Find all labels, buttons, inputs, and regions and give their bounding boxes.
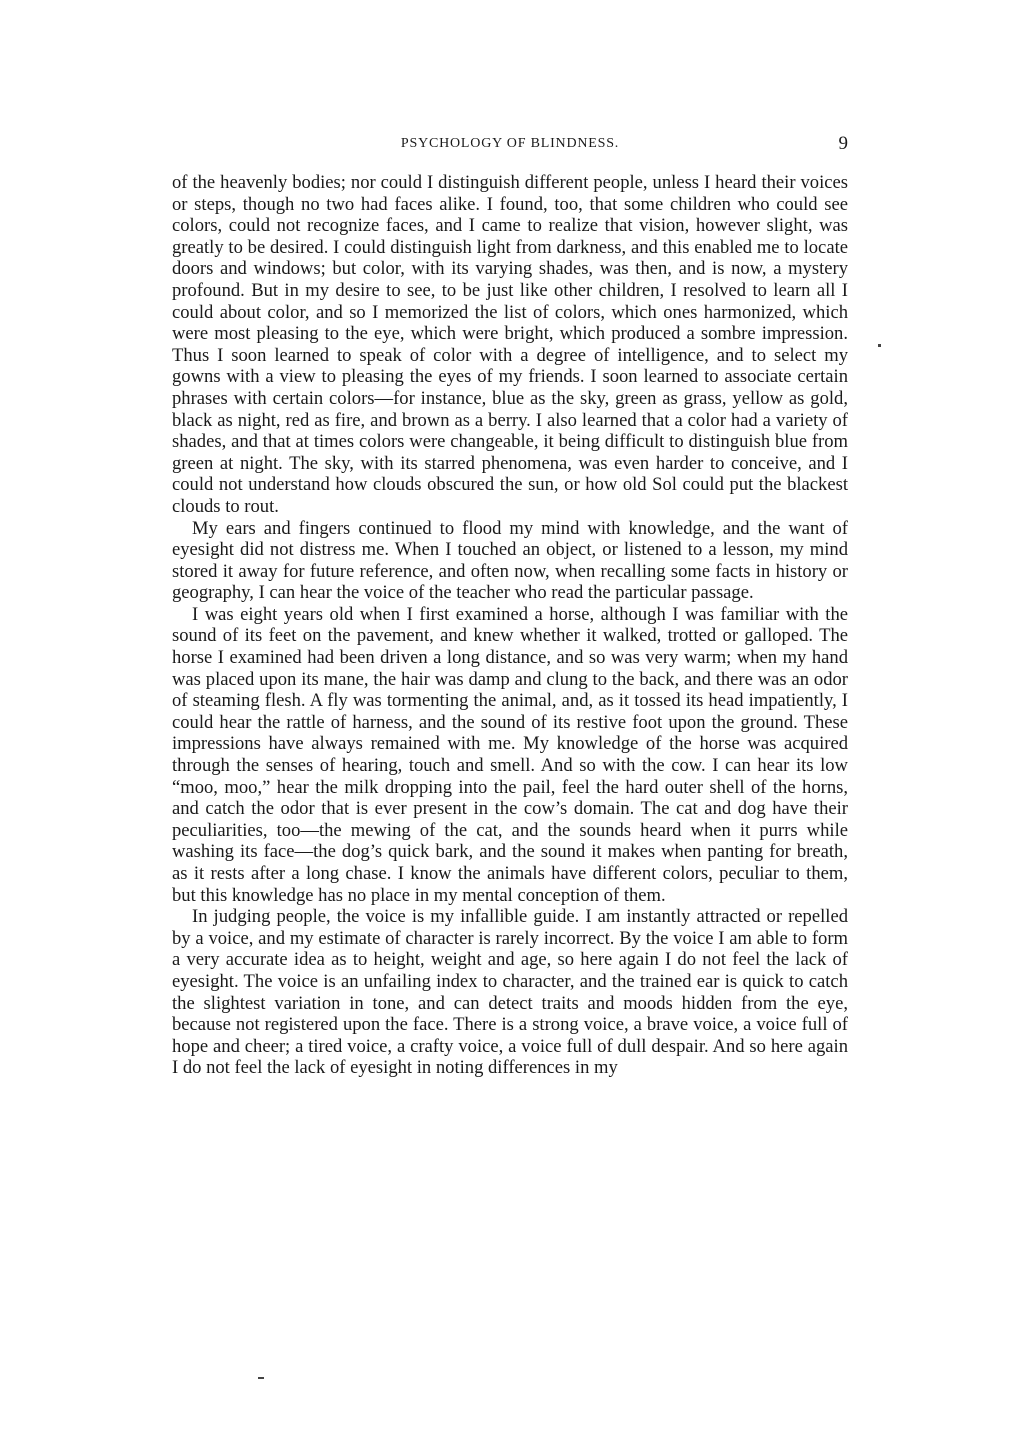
scan-speck (878, 344, 881, 347)
paragraph: In judging people, the voice is my infallible guide. I am instantly attracted or repelled by a voice, and my estimate of character is rarely incorrect. By the voice I am able to form a very accurate idea as to height, weight and age, so here again I do not feel the lack of eyesight. The voice is an unfailing index to character, and the trained ear is quick to catch the slightest variation in tone, and can detect traits and moods hidden from the eye, because not registered upon the face. There is a strong voice, a brave voice, a voice full of hope and cheer; a tired voice, a crafty voice, a voice full of dull despair. And so here again I do not feel the lack of eyesight in noting differences in my (172, 906, 848, 1079)
paragraph: My ears and fingers continued to flood my mind with knowledge, and the want of eyesight did not distress me. When I touched an object, or listened to a lesson, my mind stored it away for future reference, and often now, when recalling some facts in history or geography, I can hear the voice of the teacher who read the particular passage. (172, 517, 848, 604)
body-text (172, 172, 848, 1079)
running-title: PSYCHOLOGY OF BLINDNESS. (400, 136, 620, 151)
paragraph: I was eight years old when I first examined a horse, although I was familiar with the sound of its feet on the pavement, and knew whether it walked, trotted or galloped. The horse I examined had been driven a long distance, and so was very warm; when my hand was placed upon its mane, the hair was damp and clung to the back, and there was an odor of steaming flesh. A fly was tormenting the animal, and, as it tossed its head impatiently, I could hear the rattle of harness, and the sound of its restive foot upon the ground. These impressions have always remained with me. My knowledge of the horse was acquired through the senses of hearing, touch and smell. And so with the cow. I can hear its low “moo, moo,” hear the milk dropping into the pail, feel the hard outer shell of the horns, and catch the odor that is ever present in the cow’s domain. The cat and dog have their peculiarities, too—the mewing of the cat, and the sounds heard when it purrs while washing its face—the dog’s quick bark, and the sound it makes when panting for breath, as it rests after a long chase. I know the animals have different colors, peculiar to them, but this knowledge has no place in my mental conception of them. (172, 603, 848, 906)
page-number: 9 (838, 133, 848, 154)
scan-speck (258, 1377, 264, 1379)
running-header (172, 133, 848, 157)
paragraph: of the heavenly bodies; nor could I distinguish different people, unless I heard their voices or steps, though no two had faces alike. I found, too, that some children who could see colors, could not recognize faces, and I came to realize that vision, however slight, was greatly to be desired. I could distinguish light from darkness, and this enabled me to locate doors and windows; but color, with its varying shades, was then, and is now, a mystery profound. But in my desire to see, to be just like other children, I resolved to learn all I could about color, and so I memorized the list of colors, which ones harmonized, which were most pleasing to the eye, which were bright, which produced a sombre impression. Thus I soon learned to speak of color with a degree of intelligence, and to select my gowns with a view to pleasing the eyes of my friends. I soon learned to associate certain phrases with certain colors—for instance, blue as the sky, green as grass, yellow as gold, black as night, red as fire, and brown as a berry. I also learned that a color had a variety of shades, and that at times colors were changeable, it being difficult to distinguish blue from green at night. The sky, with its starred phenomena, was even harder to conceive, and I could not understand how clouds obscured the sun, or how old Sol could put the blackest clouds to rout. (172, 172, 848, 517)
